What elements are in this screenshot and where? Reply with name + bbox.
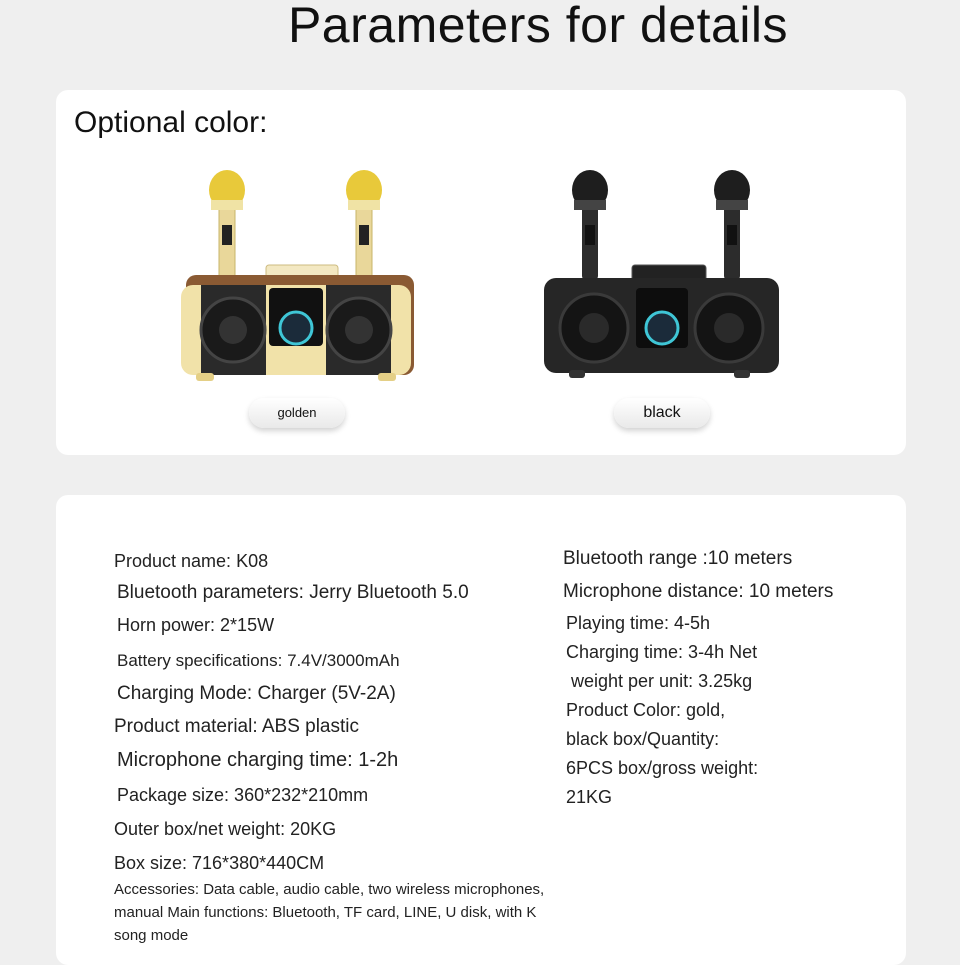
spec-box-size: Box size: 716*380*440CM (114, 853, 325, 873)
microphone-icon (209, 170, 245, 280)
spec-accessories-line-1: Accessories: Data cable, audio cable, two wireless microphones, (114, 881, 545, 898)
spec-net-weight: weight per unit: 3.25kg (566, 671, 753, 691)
spec-accessories-line-3: song mode (114, 927, 189, 944)
spec-box-quantity: black box/Quantity: (566, 729, 720, 749)
microphone-icon (572, 170, 608, 280)
color-option-black[interactable]: black (614, 398, 710, 428)
spec-mic-charging-time: Microphone charging time: 1-2h (117, 749, 399, 771)
optional-color-label: Optional color: (74, 106, 268, 139)
microphone-icon (346, 170, 382, 280)
spec-charging-mode: Charging Mode: Charger (5V-2A) (117, 683, 396, 704)
spec-gross-weight-label: 6PCS box/gross weight: (566, 758, 759, 778)
spec-battery: Battery specifications: 7.4V/3000mAh (117, 651, 400, 670)
spec-playing-time: Playing time: 4-5h (566, 613, 711, 633)
spec-product-material: Product material: ABS plastic (114, 716, 359, 737)
spec-outer-box-weight: Outer box/net weight: 20KG (114, 819, 337, 839)
spec-product-name: Product name: K08 (114, 551, 269, 571)
microphone-icon (714, 170, 750, 280)
spec-bluetooth-range: Bluetooth range :10 meters (563, 548, 793, 569)
color-options-card (56, 90, 906, 455)
golden-speaker-image (181, 170, 416, 385)
spec-horn-power: Horn power: 2*15W (117, 615, 275, 635)
spec-microphone-distance: Microphone distance: 10 meters (563, 581, 834, 602)
black-speaker-image (544, 170, 784, 385)
spec-charging-time: Charging time: 3-4h Net (566, 642, 758, 662)
color-option-golden[interactable]: golden (249, 398, 345, 428)
spec-gross-weight-value: 21KG (566, 787, 613, 807)
spec-bluetooth-parameters: Bluetooth parameters: Jerry Bluetooth 5.0 (117, 582, 469, 603)
spec-package-size: Package size: 360*232*210mm (117, 785, 369, 805)
spec-product-color: Product Color: gold, (566, 700, 726, 720)
page-title: Parameters for details (287, 0, 789, 53)
spec-accessories-line-2: manual Main functions: Bluetooth, TF card, LINE, U disk, with K (114, 904, 537, 921)
